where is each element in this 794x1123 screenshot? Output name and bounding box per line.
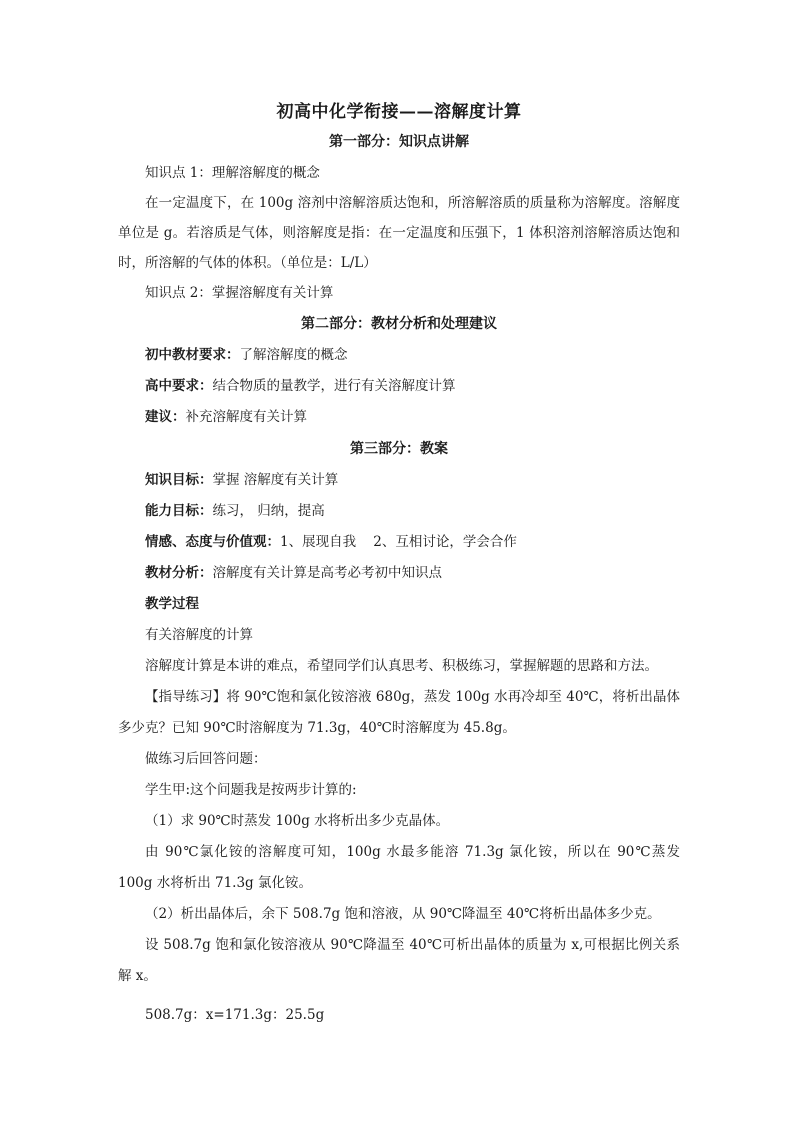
material-analysis-text: 溶解度有关计算是高考必考初中知识点	[212, 565, 442, 581]
advice-label: 建议：	[145, 409, 186, 425]
junior-requirement-text: 了解溶解度的概念	[239, 347, 348, 363]
intro-paragraph: 溶解度计算是本讲的难点，希望同学们认真思考、积极练习，掌握解题的思路和方法。	[145, 658, 658, 674]
after-exercise-line: 做练习后回答问题：	[145, 751, 267, 767]
section-heading-2: 第二部分：教材分析和处理建议	[301, 316, 497, 332]
knowledge-goal-label: 知识目标：	[145, 472, 213, 488]
teaching-process-heading	[118, 589, 680, 620]
teaching-process-label: 教学过程	[145, 596, 199, 612]
emotion-goal-label: 情感、态度与价值观：	[145, 534, 280, 550]
section-heading-3: 第三部分：教案	[350, 441, 448, 457]
step-1: （1）求 90℃时蒸发 100g 水将析出多少克晶体。	[145, 813, 450, 829]
emotion-goal	[118, 527, 680, 558]
senior-requirement	[118, 371, 680, 402]
advice-text: 补充溶解度有关计算	[185, 409, 307, 425]
student-line: 学生甲:这个问题我是按两步计算的:	[145, 782, 357, 798]
step-2: （2）析出晶体后，余下 508.7g 饱和溶液，从 90℃降温至 40℃将析出晶体多少克。	[145, 906, 661, 922]
section-heading-1: 第一部分：知识点讲解	[329, 134, 469, 150]
knowledge-point-1: 知识点 1：理解溶解度的概念	[145, 165, 320, 181]
knowledge-point-2: 知识点 2：掌握溶解度有关计算	[145, 285, 334, 301]
step-2-body: 设 508.7g 饱和氯化铵溶液从 90℃降温至 40℃可析出晶体的质量为 x,可根据比例关系解 x。	[118, 937, 680, 984]
junior-requirement-label: 初中教材要求：	[145, 347, 240, 363]
ability-goal-text: 练习， 归纳，提高	[212, 503, 325, 519]
document-body	[118, 100, 680, 1031]
advice	[118, 402, 680, 433]
ability-goal-label: 能力目标：	[145, 503, 213, 519]
exercise-paragraph: 【指导练习】将 90℃饱和氯化铵溶液 680g，蒸发 100g 水再冷却至 40℃，将析出晶体多少克？已知 90℃时溶解度为 71.3g，40℃时溶解度为 45.8g。	[118, 689, 680, 736]
document-title: 初高中化学衔接——溶解度计算	[276, 102, 522, 122]
material-analysis-label: 教材分析：	[145, 565, 213, 581]
knowledge-goal-text: 掌握 溶解度有关计算	[212, 472, 339, 488]
knowledge-point-1-body: 在一定温度下，在 100g 溶剂中溶解溶质达饱和，所溶解溶质的质量称为溶解度。溶解度单位是 g。若溶质是气体，则溶解度是指：在一定温度和压强下，1 体积溶剂溶解溶质达饱和时，所溶解的气体的体积。（单位是：L/L）	[118, 195, 680, 271]
senior-requirement-label: 高中要求：	[145, 378, 213, 394]
ability-goal	[118, 496, 680, 527]
knowledge-goal	[118, 465, 680, 496]
emotion-goal-text: 1、展现自我 2、互相讨论，学会合作	[280, 534, 517, 550]
topic-line: 有关溶解度的计算	[145, 627, 253, 643]
senior-requirement-text: 结合物质的量教学，进行有关溶解度计算	[212, 378, 456, 394]
ratio-formula: 508.7g：x=171.3g：25.5g	[145, 1007, 325, 1023]
junior-requirement	[118, 340, 680, 371]
step-1-body: 由 90℃氯化铵的溶解度可知，100g 水最多能溶 71.3g 氯化铵，所以在 90℃蒸发 100g 水将析出 71.3g 氯化铵。	[118, 844, 680, 891]
material-analysis	[118, 558, 680, 589]
